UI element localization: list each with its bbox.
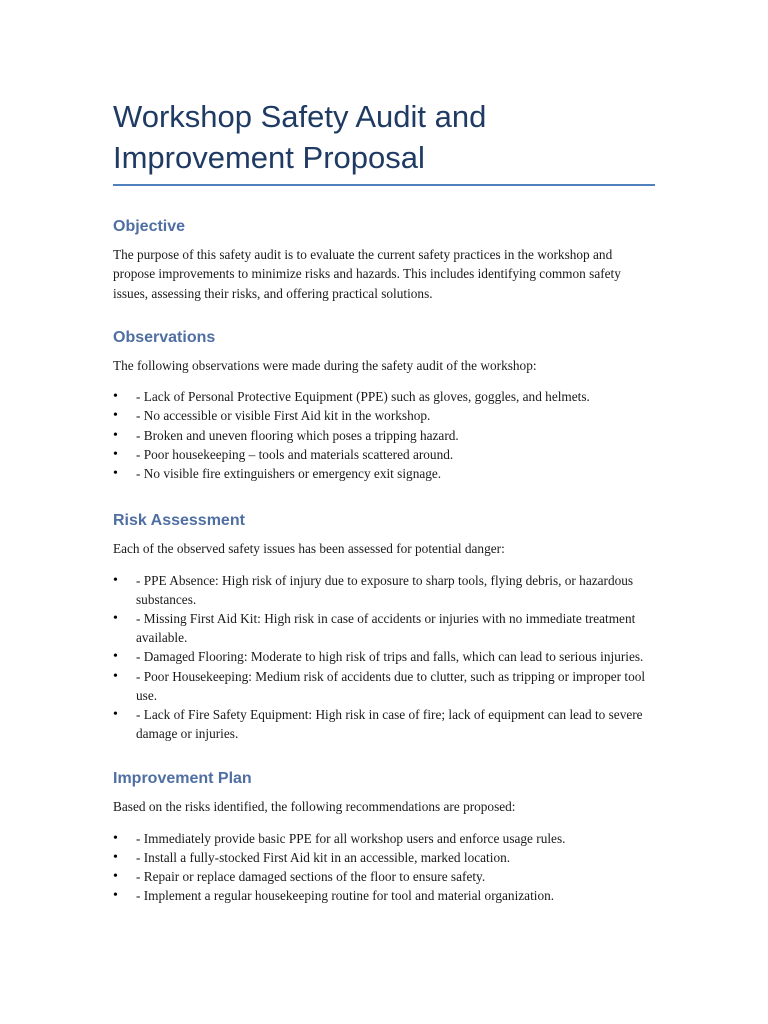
list-item-text: - Install a fully-stocked First Aid kit in an accessible, marked location. (136, 849, 511, 865)
bullet-icon: • (113, 446, 118, 462)
observations-section (113, 327, 655, 483)
list-item (113, 886, 655, 905)
improvement-plan-list (113, 829, 655, 906)
list-item-text: - PPE Absence: High risk of injury due to exposure to sharp tools, flying debris, or hazardous substances. (136, 572, 634, 607)
list-item-text: - Implement a regular housekeeping routine for tool and material organization. (136, 888, 555, 904)
risk-assessment-section (113, 510, 655, 743)
improvement-plan-intro: Based on the risks identified, the following recommendations are proposed: (113, 799, 516, 815)
list-item (113, 705, 655, 743)
document-page (113, 96, 655, 905)
list-item-text: - Repair or replace damaged sections of the floor to ensure safety. (136, 869, 486, 885)
list-item (113, 571, 655, 609)
list-item-text: - Broken and uneven flooring which poses a tripping hazard. (136, 427, 459, 443)
improvement-plan-section (113, 768, 655, 905)
list-item-text: - Lack of Fire Safety Equipment: High risk in case of fire; lack of equipment can lead to severe damage or injuries. (136, 706, 643, 742)
bullet-icon: • (113, 668, 118, 684)
bullet-icon: • (113, 408, 118, 424)
list-item-text: - No accessible or visible First Aid kit in the workshop. (136, 408, 431, 424)
bullet-icon: • (113, 466, 118, 481)
list-item (113, 867, 655, 886)
list-item-text: - Damaged Flooring: Moderate to high risk of trips and falls, which can lead to serious injuries. (136, 649, 644, 665)
list-item (113, 426, 655, 445)
objective-section (113, 216, 655, 303)
title-divider (113, 184, 655, 186)
list-item-text: - Lack of Personal Protective Equipment (PPE) such as gloves, goggles, and helmets. (136, 389, 590, 405)
observations-list (113, 387, 655, 483)
list-item-text: - Immediately provide basic PPE for all workshop users and enforce usage rules. (136, 830, 566, 846)
risk-assessment-intro: Each of the observed safety issues has been assessed for potential danger: (113, 541, 505, 557)
list-item (113, 387, 655, 406)
objective-text: The purpose of this safety audit is to evaluate the current safety practices in the workshop and propose improvements to minimize risks and hazards. This includes identifying common safety issues, assessing their risks, and offering practical solutions. (113, 247, 621, 301)
bullet-icon: • (113, 427, 118, 443)
bullet-icon: • (113, 888, 118, 904)
list-item-text: - Poor Housekeeping: Medium risk of accidents due to clutter, such as tripping or improper tool use. (136, 668, 646, 703)
observations-intro: The following observations were made during the safety audit of the workshop: (113, 357, 537, 373)
bullet-icon: • (113, 706, 118, 722)
list-item (113, 406, 655, 425)
document-title (113, 96, 655, 184)
bullet-icon: • (113, 572, 118, 588)
list-item (113, 848, 655, 867)
list-item (113, 464, 655, 483)
bullet-icon: • (113, 830, 118, 846)
list-item (113, 829, 655, 848)
risk-assessment-heading: Risk Assessment (113, 512, 245, 530)
list-item (113, 667, 655, 705)
bullet-icon: • (113, 849, 118, 865)
list-item (113, 609, 655, 647)
list-item-text: - No visible fire extinguishers or emergency exit signage. (136, 466, 442, 481)
risk-assessment-list (113, 571, 655, 744)
list-item (113, 647, 655, 666)
improvement-plan-heading: Improvement Plan (113, 770, 252, 788)
observations-heading: Observations (113, 328, 216, 346)
bullet-icon: • (113, 389, 118, 405)
list-item-text: - Missing First Aid Kit: High risk in case of accidents or injuries with no immediate treatment available. (136, 610, 636, 646)
list-item (113, 445, 655, 464)
document-title-line-2: Improvement Proposal (113, 140, 425, 175)
document-title-line-1: Workshop Safety Audit and (113, 99, 487, 134)
bullet-icon: • (113, 649, 118, 665)
list-item-text: - Poor housekeeping – tools and materials scattered around. (136, 446, 454, 462)
objective-heading: Objective (113, 218, 186, 235)
bullet-icon: • (113, 869, 118, 885)
bullet-icon: • (113, 610, 118, 626)
